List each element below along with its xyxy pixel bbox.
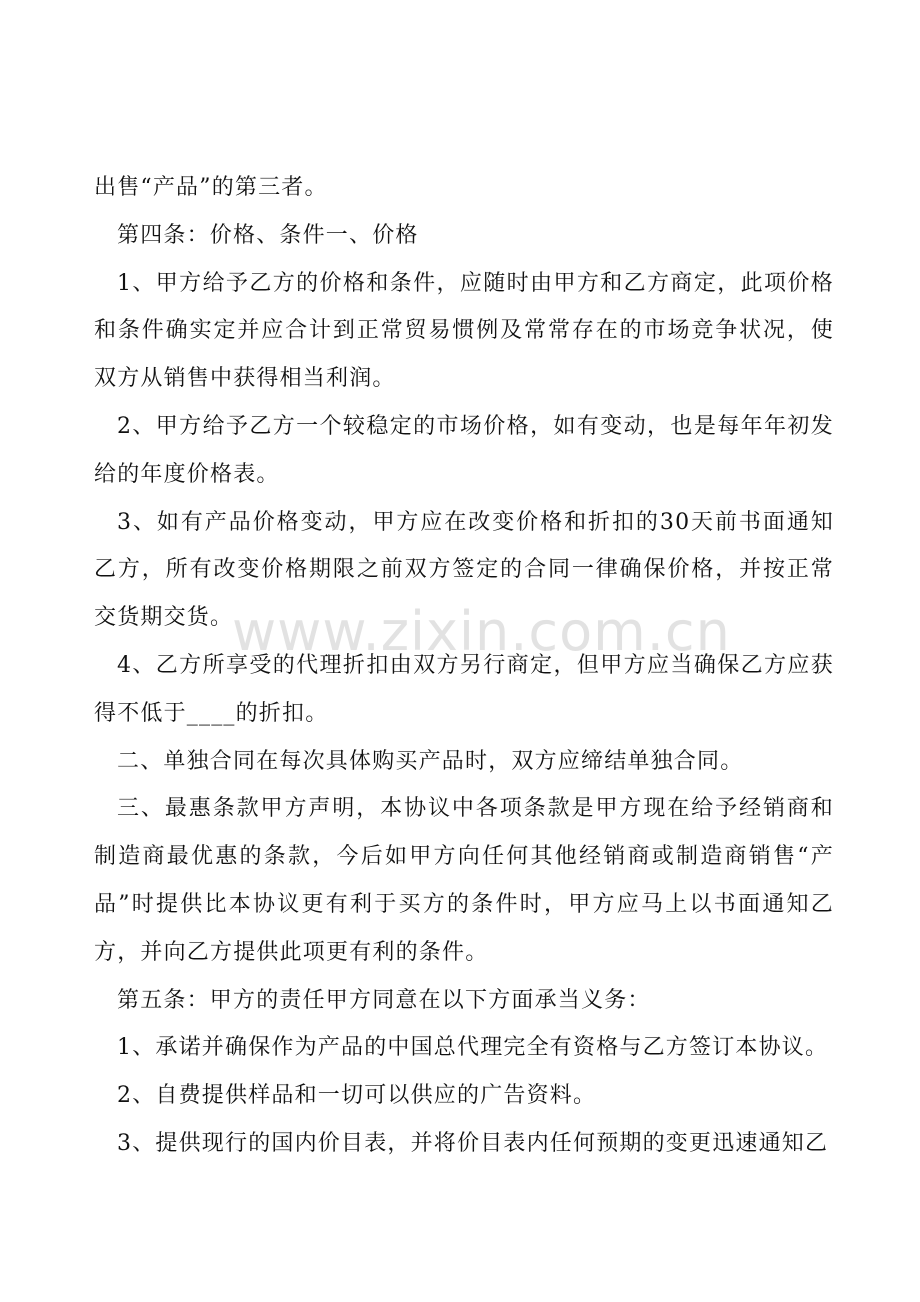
paragraph-continuation: 出售“产品”的第三者。 [94, 175, 328, 200]
paragraph-price-3: 3、如有产品价格变动，甲方应在改变价格和折扣的30天前书面通知乙方，所有改变价格期限之前双方签定的合同一律确保价格，并按正常交货期交货。 [94, 509, 834, 631]
article-4-heading: 第四条：价格、条件一、价格 [117, 222, 419, 248]
paragraph-price-2: 2、甲方给予乙方一个较稳定的市场价格，如有变动，也是每年年初发给的年度价格表。 [94, 413, 834, 487]
paragraph-price-1: 1、甲方给予乙方的价格和条件，应随时由甲方和乙方商定，此项价格和条件确实定并应合计到正常贸易惯例及常常存在的市场竞争状况，使双方从销售中获得相当利润。 [94, 270, 834, 392]
paragraph-separate-contract: 二、单独合同在每次具体购买产品时，双方应缔结单独合同。 [117, 748, 744, 774]
paragraph-most-favored: 三、最惠条款甲方声明，本协议中各项条款是甲方现在给予经销商和制造商最优惠的条款，今后如甲方向任何其他经销商或制造商销售“产品”时提供比本协议更有利于买方的条件时，甲方应马上以书面通知乙方，并向乙方提供此项更有利的条件。 [94, 796, 834, 965]
watermark: www.zixin.com.cn [232, 600, 731, 663]
paragraph-duty-2: 2、自费提供样品和一切可以供应的广告资料。 [117, 1083, 597, 1109]
paragraph-duty-3: 3、提供现行的国内价目表，并将价目表内任何预期的变更迅速通知乙 [117, 1130, 829, 1156]
document-body [94, 164, 834, 1168]
article-5-heading: 第五条：甲方的责任甲方同意在以下方面承当义务： [117, 987, 651, 1013]
paragraph-price-4: 4、乙方所享受的代理折扣由双方另行商定，但甲方应当确保乙方应获得不低于____的折扣。 [94, 652, 834, 726]
paragraph-duty-1: 1、承诺并确保作为产品的中国总代理完全有资格与乙方签订本协议。 [117, 1035, 829, 1061]
